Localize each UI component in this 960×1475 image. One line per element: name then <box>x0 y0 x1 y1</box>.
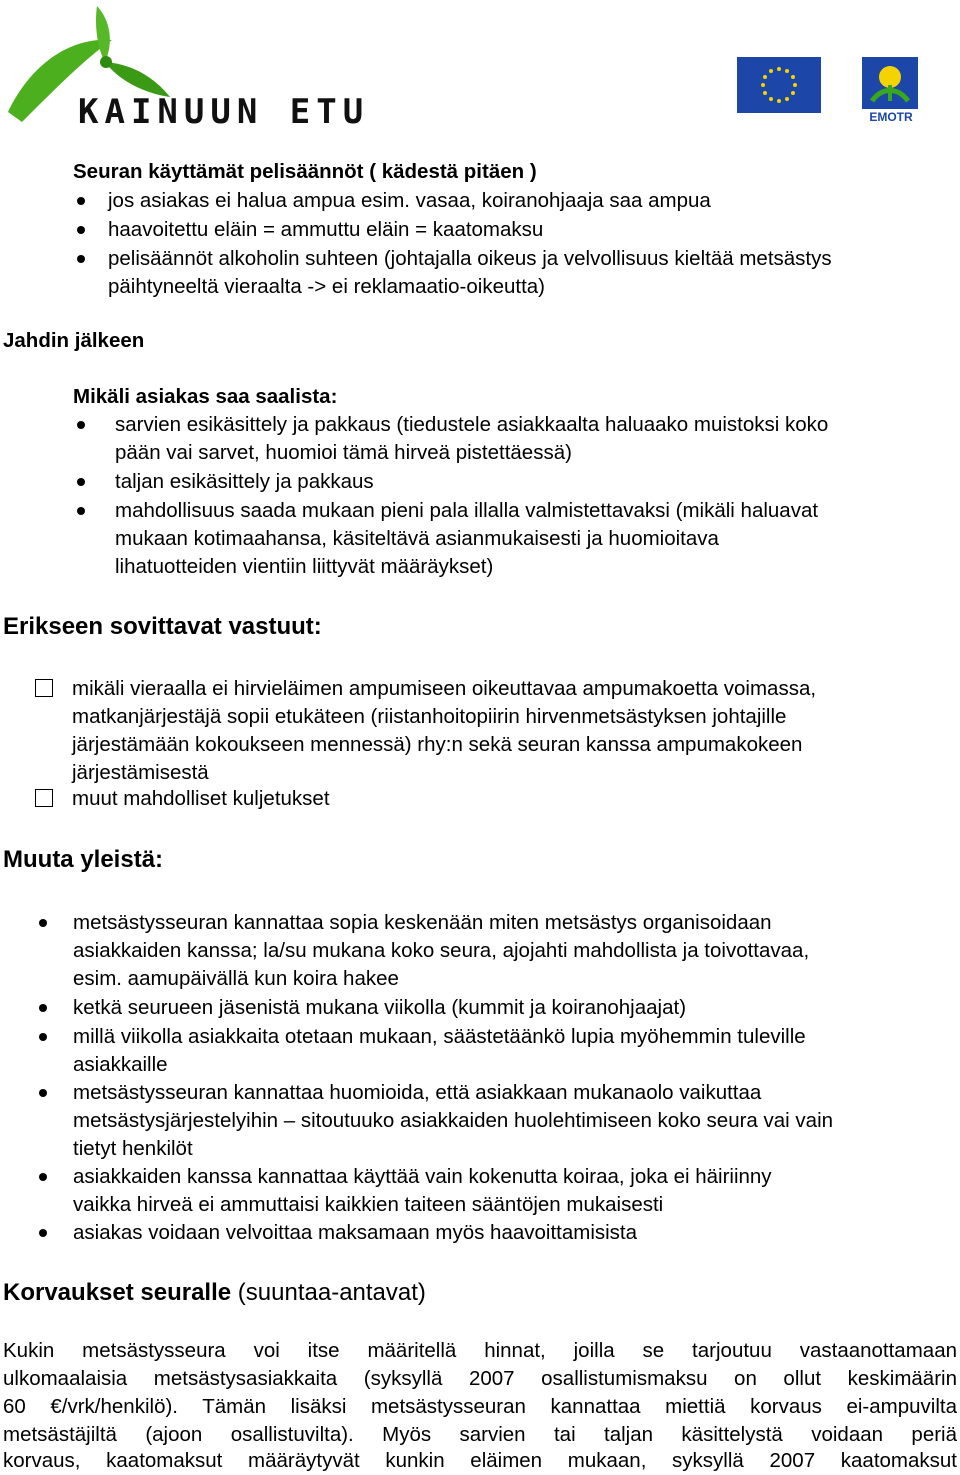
bullet-icon <box>77 421 85 429</box>
list-item-continuation: asiakkaiden kanssa; la/su mukana koko seura, ajojahti mahdollista ja toivottavaa, <box>73 939 810 962</box>
list-item-continuation: päihtyneeltä vieraalta -> ei reklamaatio-oikeutta) <box>108 275 545 298</box>
list-item: asiakas voidaan velvoittaa maksamaan myös haavoittamisista <box>73 1221 638 1244</box>
bullet-icon <box>39 1033 47 1041</box>
list-item: taljan esikäsittely ja pakkaus <box>115 470 374 493</box>
section1-heading: Seuran käyttämät pelisäännöt ( kädestä pitäen ) <box>73 160 537 183</box>
paragraph-line: Kukin metsästysseura voi itse määritellä hinnat, joilla se tarjoutuu vastaanottamaan <box>3 1339 957 1362</box>
list-item: mikäli vieraalla ei hirvieläimen ampumiseen oikeuttavaa ampumakoetta voimassa, <box>72 677 817 700</box>
list-item: ketkä seurueen jäsenistä mukana viikolla (kummit ja koiranohjaajat) <box>73 996 687 1019</box>
list-item-continuation: asiakkaille <box>73 1053 168 1076</box>
bullet-icon <box>39 1089 47 1097</box>
list-item: sarvien esikäsittely ja pakkaus (tiedustele asiakkaalta haluaako muistoksi koko <box>115 413 829 436</box>
section4-heading: Muuta yleistä: <box>3 846 164 873</box>
list-item: pelisäännöt alkoholin suhteen (johtajalla oikeus ja velvollisuus kieltää metsästys <box>108 247 832 270</box>
list-item: mahdollisuus saada mukaan pieni pala illalla valmistettavaksi (mikäli haluavat <box>115 499 819 522</box>
bullet-icon <box>39 1173 47 1181</box>
list-item-continuation: järjestämään kokoukseen mennessä) rhy:n sekä seuran kanssa ampumakokeen <box>72 733 803 756</box>
list-item: asiakkaiden kanssa kannattaa käyttää vain kokenutta koiraa, joka ei häiriinny <box>73 1165 772 1188</box>
list-item-continuation: järjestämisestä <box>72 761 209 784</box>
list-item: metsästysseuran kannattaa sopia keskenään miten metsästys organisoidaan <box>73 911 772 934</box>
list-item-continuation: metsästysjärjestelyihin – sitoutuuko asiakkaiden huolehtimiseen koko seura vai vain <box>73 1109 834 1132</box>
section5-heading <box>3 1279 426 1307</box>
paragraph-line: ulkomaalaisia metsästysasiakkaita (syksyllä 2007 osallistumismaksu on ollut keskimäärin <box>3 1367 957 1390</box>
bullet-icon <box>77 507 85 515</box>
list-item: metsästysseuran kannattaa huomioida, että asiakkaan mukanaolo vaikuttaa <box>73 1081 762 1104</box>
bullet-icon <box>39 1229 47 1237</box>
list-item: haavoitettu eläin = ammuttu eläin = kaatomaksu <box>108 218 544 241</box>
bullet-icon <box>39 919 47 927</box>
section2-subheading: Mikäli asiakas saa saalista: <box>73 385 338 408</box>
checkbox-icon <box>35 789 53 807</box>
emotr-label: EMOTR <box>869 110 913 124</box>
bullet-icon <box>77 226 85 234</box>
section3-heading: Erikseen sovittavat vastuut: <box>3 613 322 640</box>
kainuun-etu-logo <box>2 2 382 132</box>
section2-heading: Jahdin jälkeen <box>3 329 145 352</box>
list-item: muut mahdolliset kuljetukset <box>72 787 330 810</box>
bullet-icon <box>77 478 85 486</box>
list-item-continuation: lihatuotteiden vientiin liittyvät määräykset) <box>115 555 494 578</box>
list-item-continuation: mukaan kotimaahansa, käsiteltävä asianmukaisesti ja huomioitava <box>115 527 719 550</box>
bullet-icon <box>39 1004 47 1012</box>
list-item: millä viikolla asiakkaita otetaan mukaan, säästetäänkö lupia myöhemmin tuleville <box>73 1025 806 1048</box>
bullet-icon <box>77 255 85 263</box>
list-item: jos asiakas ei halua ampua esim. vasaa, koiranohjaaja saa ampua <box>108 189 711 212</box>
paragraph-line: korvaus, kaatomaksut määräytyvät kunkin eläimen mukaan, syksyllä 2007 kaatomaksut <box>3 1449 957 1472</box>
emotr-logo <box>860 57 922 125</box>
bullet-icon <box>77 197 85 205</box>
list-item-continuation: vaikka hirveä ei ammuttaisi kaikkien taiteen sääntöjen mukaisesti <box>73 1193 664 1216</box>
paragraph-line: metsästäjiltä (ajoon osallistuvilta). Myös sarvien tai taljan käsittelystä voidaan periä <box>3 1423 957 1446</box>
list-item-continuation: pään vai sarvet, huomioi tämä hirveä pistettäessä) <box>115 441 572 464</box>
section5-heading-normal: (suuntaa-antavat) <box>237 1279 426 1306</box>
list-item-continuation: tietyt henkilöt <box>73 1137 193 1160</box>
section5-heading-bold: Korvaukset seuralle <box>3 1279 232 1306</box>
eu-flag-logo <box>737 57 821 113</box>
list-item-continuation: esim. aamupäivällä kun koira hakee <box>73 967 399 990</box>
paragraph-line: 60 €/vrk/henkilö). Tämän lisäksi metsästysseuran kannattaa miettiä korvaus ei-ampuvilta <box>3 1395 957 1418</box>
list-item-continuation: matkanjärjestäjä sopii etukäteen (riistanhoitopiirin hirvenmetsästyksen johtajille <box>72 705 787 728</box>
logo-text: KAINUUN ETU <box>78 92 370 132</box>
checkbox-icon <box>35 679 53 697</box>
